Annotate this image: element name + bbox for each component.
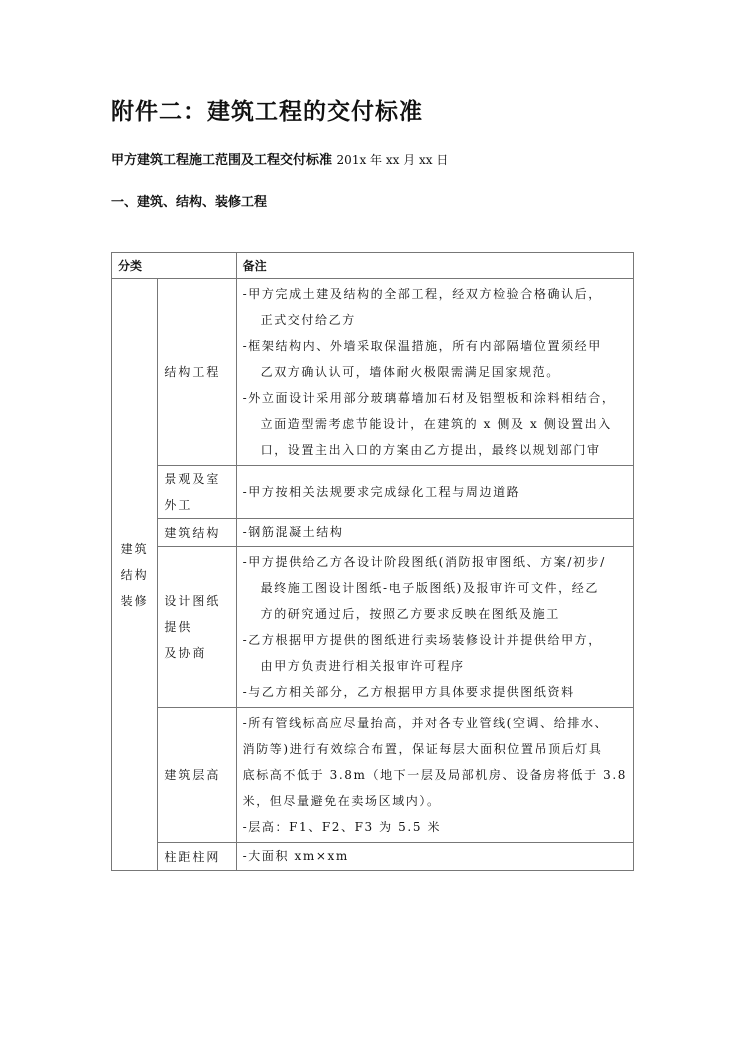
table-row xyxy=(112,547,634,708)
category-cell xyxy=(158,519,236,547)
table-row xyxy=(112,279,634,466)
remarks-cell xyxy=(236,547,633,708)
category-label: 设计图纸提供 xyxy=(164,594,221,634)
remark-line: 消防等)进行有效综合布置，保证每层大面积位置吊顶后灯具 xyxy=(242,742,603,756)
subtitle-date: 201x 年 xx 月 xx 日 xyxy=(336,153,449,167)
group-label-line: 建筑 xyxy=(120,541,149,556)
group-label-line: 结构 xyxy=(120,567,149,582)
remark-line: -外立面设计采用部分玻璃幕墙加石材及铝塑板和涂料相结合， xyxy=(242,391,616,405)
remark-line: 乙双方确认认可，墙体耐火极限需满足国家规范。 xyxy=(260,365,560,379)
group-label-line: 装修 xyxy=(120,593,149,608)
category-cell xyxy=(158,547,236,708)
remark-line: -乙方根据甲方提供的图纸进行卖场装修设计并提供给甲方， xyxy=(242,633,602,647)
remark-line: 口，设置主出入口的方案由乙方提出，最终以规划部门审 xyxy=(260,443,601,457)
remark-line: -甲方按相关法规要求完成绿化工程与周边道路 xyxy=(242,484,521,499)
table-row xyxy=(112,843,634,871)
remark-line: 底标高不低于 3.8m（地下一层及局部机房、设备房将低于 3.8 xyxy=(242,768,627,782)
remark-line: 正式交付给乙方 xyxy=(260,313,356,327)
group-category-cell xyxy=(112,279,158,871)
remark-line: -与乙方相关部分，乙方根据甲方具体要求提供图纸资料 xyxy=(242,685,575,699)
category-label: 柱距柱网 xyxy=(164,849,221,864)
remark-line: 最终施工图设计图纸-电子版图纸)及报审许可文件，经乙 xyxy=(260,581,599,595)
remark-line: -所有管线标高应尽量抬高，并对各专业管线(空调、给排水、 xyxy=(242,716,609,730)
table-header-row xyxy=(112,253,634,279)
remark-line: -甲方完成土建及结构的全部工程，经双方检验合格确认后， xyxy=(242,287,602,301)
remark-line: 立面造型需考虑节能设计，在建筑的 x 侧及 x 侧设置出入 xyxy=(260,417,612,431)
category-cell xyxy=(158,708,236,843)
category-cell xyxy=(158,843,236,871)
header-category: 分类 xyxy=(112,253,237,279)
remarks-cell xyxy=(236,466,633,519)
category-cell xyxy=(158,466,236,519)
table-row xyxy=(112,466,634,519)
category-label: 及协商 xyxy=(164,646,207,660)
remark-line: -大面积 xm×xm xyxy=(242,849,349,863)
remark-line: -框架结构内、外墙采取保温措施，所有内部隔墙位置须经甲 xyxy=(242,339,602,353)
category-cell xyxy=(158,279,236,466)
category-label: 建筑结构 xyxy=(164,525,221,540)
category-label: 结构工程 xyxy=(164,365,221,379)
remark-line: 方的研究通过后，按照乙方要求反映在图纸及施工 xyxy=(260,607,560,621)
remarks-cell xyxy=(236,843,633,871)
table-row xyxy=(112,708,634,843)
section-heading: 一、建筑、结构、装修工程 xyxy=(111,195,268,210)
remarks-cell xyxy=(236,279,633,466)
remark-line: 米，但尽量避免在卖场区域内）。 xyxy=(242,794,441,808)
subtitle xyxy=(111,149,448,168)
header-remarks: 备注 xyxy=(236,253,633,279)
category-label: 景观及室外工 xyxy=(164,472,221,512)
category-label: 建筑层高 xyxy=(164,768,221,782)
table-row xyxy=(112,519,634,547)
subtitle-text: 甲方建筑工程施工范围及工程交付标准 xyxy=(111,153,333,168)
remark-line: -钢筋混凝土结构 xyxy=(242,525,344,539)
remark-line: -甲方提供给乙方各设计阶段图纸(消防报审图纸、方案/初步/ xyxy=(242,555,606,569)
remark-line: -层高：F1、F2、F3 为 5.5 米 xyxy=(242,820,442,834)
page-title: 附件二：建筑工程的交付标准 xyxy=(111,99,423,125)
remarks-cell xyxy=(236,708,633,843)
delivery-standard-table xyxy=(111,252,634,871)
remarks-cell xyxy=(236,519,633,547)
remark-line: 由甲方负责进行相关报审许可程序 xyxy=(260,659,465,673)
